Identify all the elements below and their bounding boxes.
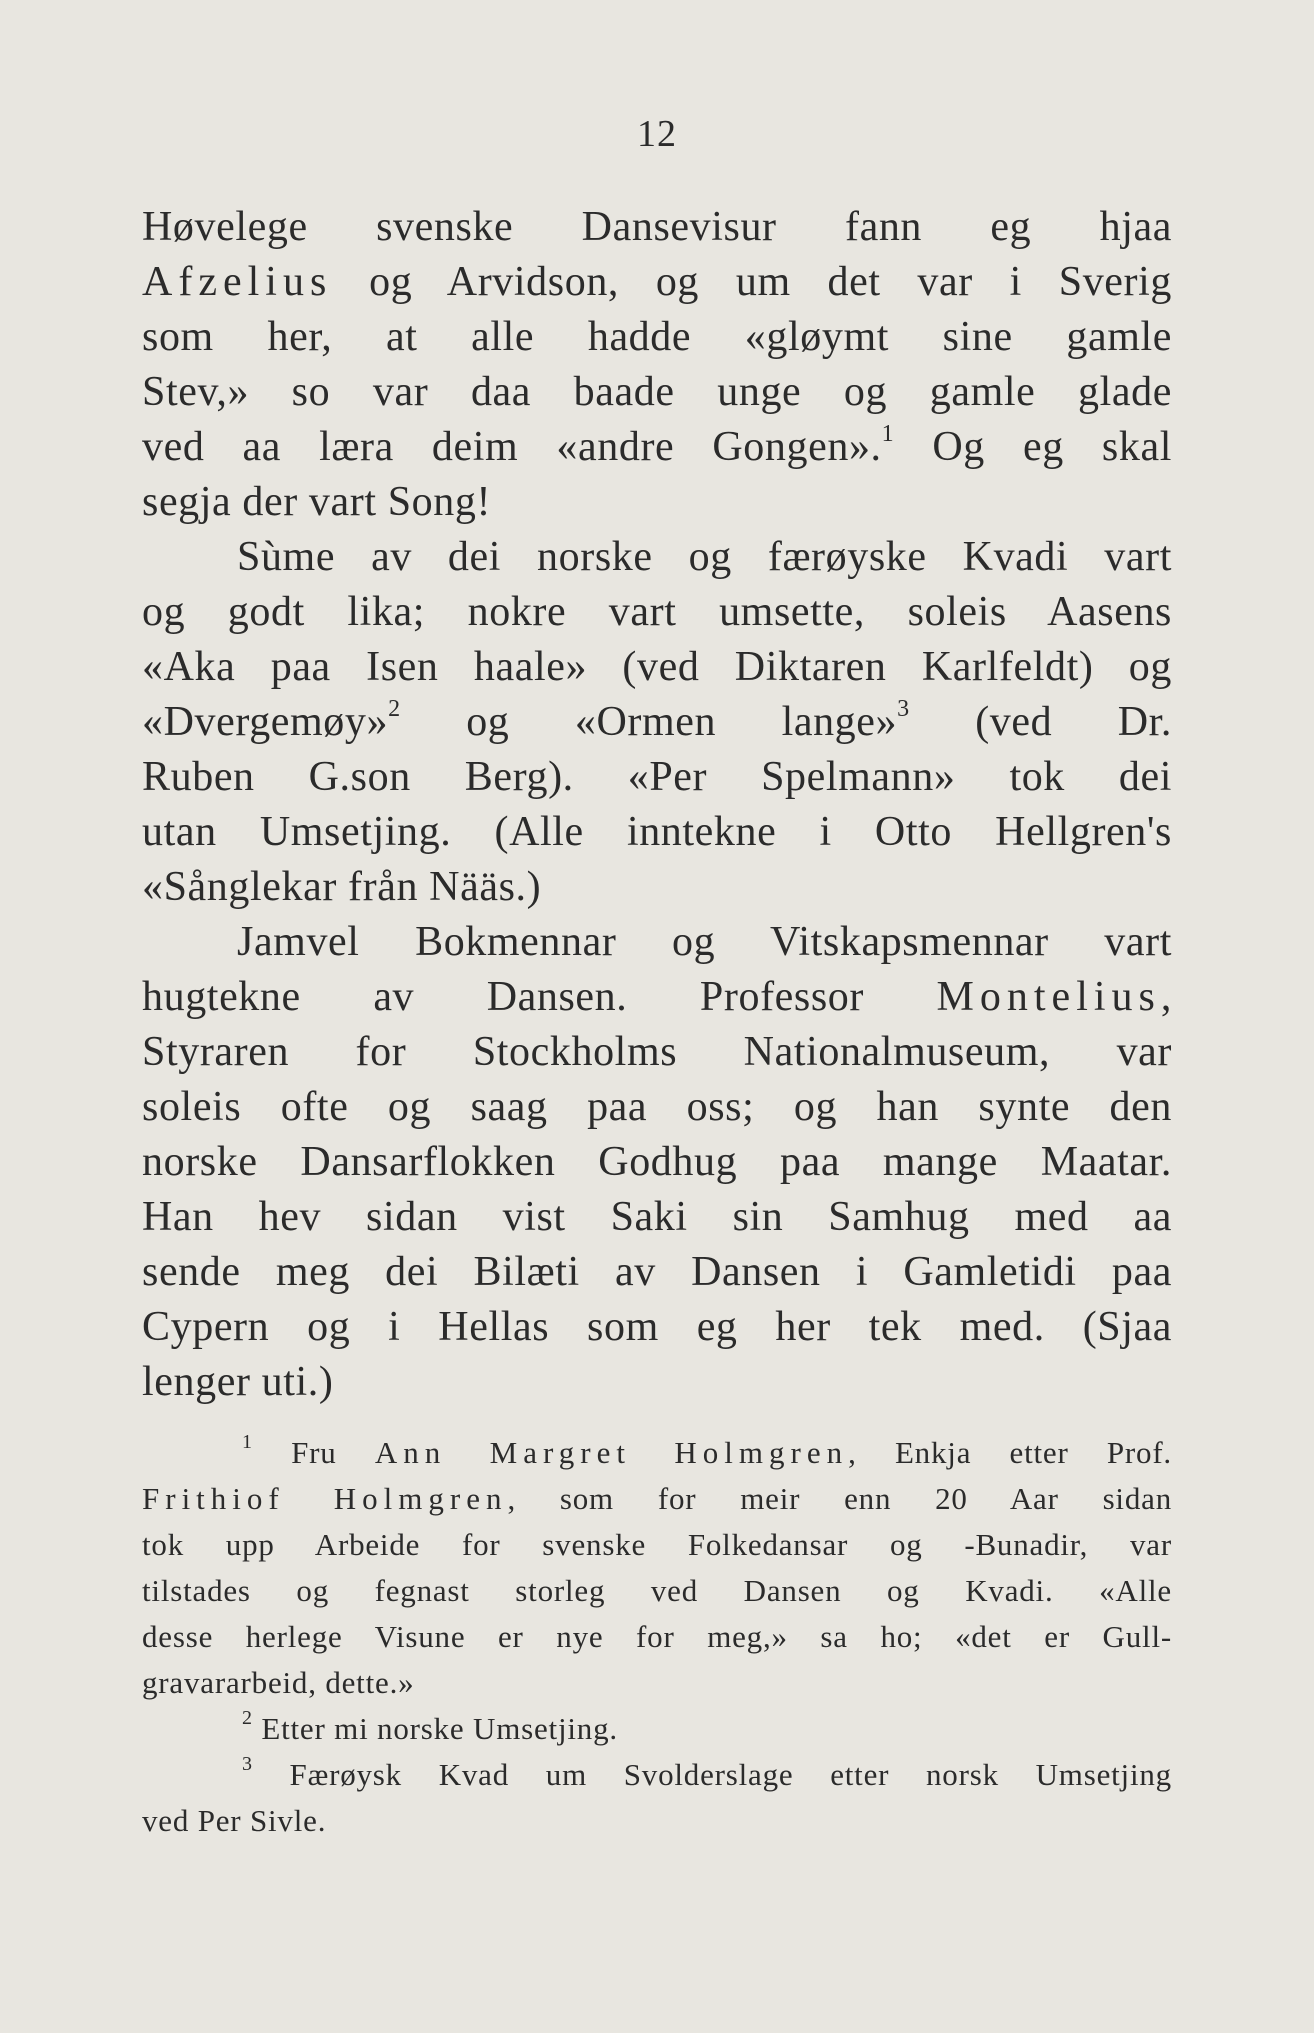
text-line: Sùme av dei norske og færøyske Kvadi vart: [237, 534, 1172, 580]
text-line: [142, 695, 1172, 750]
footnote-line: [142, 1476, 1172, 1522]
text-line: sende meg dei Bilæti av Dansen i Gamletidi paa: [142, 1249, 1172, 1295]
text-fragment: hugtekne av Dansen. Professor: [142, 974, 937, 1020]
text-fragment: Færøysk Kvad um Svolderslage etter norsk Umsetjing: [252, 1757, 1172, 1792]
text-fragment: «Dvergemøy»: [142, 699, 389, 745]
text-fragment: Etter mi norske Umsetjing.: [252, 1711, 618, 1746]
page-number: 12: [637, 113, 677, 155]
footnote-line: tilstades og fegnast storleg ved Dansen og Kvadi. «Alle: [142, 1573, 1172, 1608]
text-fragment: og Arvidson, og um det var i Sverig: [332, 259, 1172, 305]
text-fragment: Og eg skal: [894, 424, 1172, 470]
text-fragment: ved aa læra deim «andre Gongen».: [142, 424, 882, 470]
footnote-line: tok upp Arbeide for svenske Folkedansar og -Bunadir, var: [142, 1527, 1172, 1562]
footnote-line: [142, 1706, 1172, 1752]
text-fragment: ,: [1160, 974, 1172, 1020]
footnote-line: gravararbeid, dette.»: [142, 1665, 415, 1700]
text-line: Jamvel Bokmennar og Vitskapsmennar vart: [237, 919, 1172, 965]
text-line: Høvelege svenske Dansevisur fann eg hjaa: [142, 204, 1172, 250]
spaced-name: Montelius: [936, 974, 1161, 1020]
text-line: «Aka paa Isen haale» (ved Diktaren Karlfeldt) og: [142, 644, 1172, 690]
footnote-ref: 1: [881, 421, 895, 447]
text-line: [142, 970, 1172, 1025]
text-line: Stev,» so var daa baade unge og gamle glade: [142, 369, 1172, 415]
text-fragment: (ved Dr.: [909, 699, 1172, 745]
text-line: Han hev sidan vist Saki sin Samhug med aa: [142, 1194, 1172, 1240]
text-fragment: , som for meir enn 20 Aar sidan: [507, 1481, 1173, 1516]
text-line: Ruben G.son Berg). «Per Spelmann» tok dei: [142, 754, 1172, 800]
text-line: «Sånglekar från Nääs.): [142, 864, 542, 910]
spaced-name: Afzelius: [142, 259, 333, 305]
spaced-name: Frithiof Holmgren: [142, 1481, 508, 1516]
text-line: som her, at alle hadde «gløymt sine gamle: [142, 314, 1172, 360]
footnote-line: ved Per Sivle.: [142, 1803, 327, 1838]
footnote-number: 1: [242, 1430, 253, 1453]
footnote-line: [142, 1752, 1172, 1798]
footnote-ref: 2: [388, 696, 401, 722]
text-line: utan Umsetjing. (Alle inntekne i Otto Hellgren's: [142, 809, 1172, 855]
footnote-number: 3: [242, 1752, 253, 1775]
footnotes: [142, 1430, 1172, 1844]
footnote-line: [142, 1430, 1172, 1476]
text-fragment: Fru: [252, 1435, 375, 1470]
text-line: [142, 255, 1172, 310]
text-line: Styraren for Stockholms Nationalmuseum, var: [142, 1029, 1172, 1075]
text-fragment: , Enkja etter Prof.: [848, 1435, 1172, 1470]
text-line: Cypern og i Hellas som eg her tek med. (Sjaa: [142, 1304, 1172, 1350]
footnote-number: 2: [242, 1706, 253, 1729]
text-line: segja der vart Song!: [142, 479, 492, 525]
text-line: soleis ofte og saag paa oss; og han synte den: [142, 1084, 1172, 1130]
text-line: og godt lika; nokre vart umsette, soleis Aasens: [142, 589, 1172, 635]
text-fragment: og «Ormen lange»: [400, 699, 898, 745]
text-line: norske Dansarflokken Godhug paa mange Maatar.: [142, 1139, 1172, 1185]
footnote-ref: 3: [897, 696, 910, 722]
text-line: lenger uti.): [142, 1359, 334, 1405]
text-line: [142, 420, 1172, 475]
footnote-line: desse herlege Visune er nye for meg,» sa ho; «det er Gull-: [142, 1619, 1172, 1654]
body-text: [142, 200, 1172, 1410]
spaced-name: Ann Margret Holmgren: [374, 1435, 849, 1470]
